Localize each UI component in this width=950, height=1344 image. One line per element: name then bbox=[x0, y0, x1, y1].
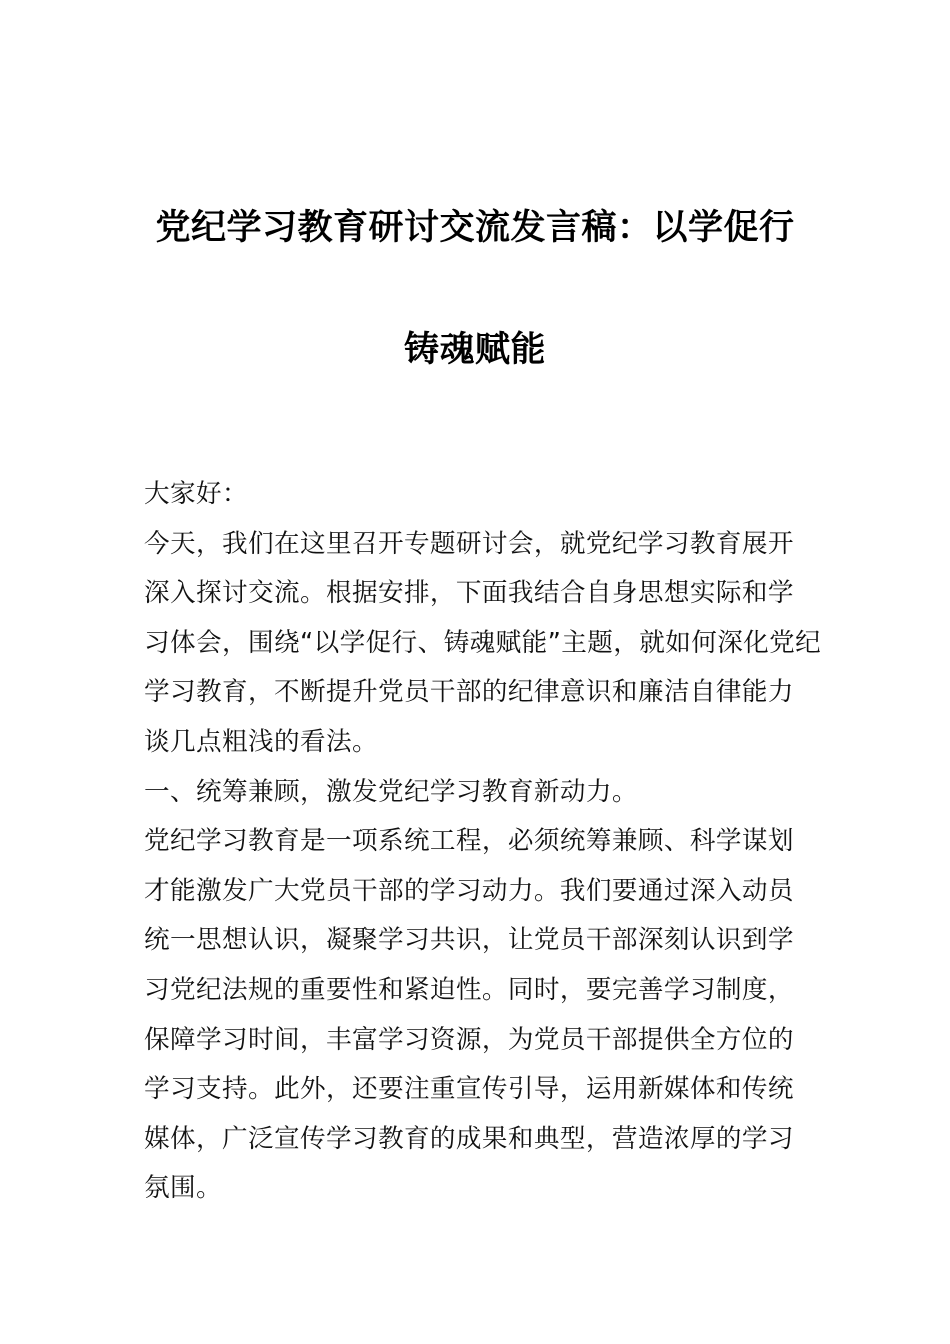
document-title-line-2: 铸魂赋能 bbox=[403, 330, 546, 370]
paragraph-line: 今天，我们在这里召开专题研讨会，就党纪学习教育展开 bbox=[144, 528, 794, 559]
greeting: 大家好： bbox=[144, 479, 248, 509]
paragraph-line: 习党纪法规的重要性和紧迫性。同时，要完善学习制度， bbox=[144, 974, 794, 1005]
section-heading: 一、统筹兼顾，激发党纪学习教育新动力。 bbox=[144, 776, 638, 807]
paragraph-line: 才能激发广大党员干部的学习动力。我们要通过深入动员 bbox=[144, 875, 794, 906]
paragraph-line: 媒体，广泛宣传学习教育的成果和典型，营造浓厚的学习 bbox=[144, 1123, 794, 1154]
paragraph-line: 学习教育，不断提升党员干部的纪律意识和廉洁自律能力 bbox=[144, 677, 794, 708]
paragraph-line: 保障学习时间，丰富学习资源，为党员干部提供全方位的 bbox=[144, 1024, 794, 1055]
paragraph-line: 统一思想认识，凝聚学习共识，让党员干部深刻认识到学 bbox=[144, 925, 794, 956]
document-title-line-1: 党纪学习教育研讨交流发言稿：以学促行 bbox=[155, 208, 795, 248]
paragraph-line: 学习支持。此外，还要注重宣传引导，运用新媒体和传统 bbox=[144, 1074, 794, 1105]
paragraph-line: 氛围。 bbox=[144, 1173, 222, 1204]
paragraph-line: 习体会，围绕“以学促行、铸魂赋能”主题，就如何深化党纪 bbox=[144, 627, 822, 658]
document-body bbox=[144, 470, 824, 1214]
paragraph-line: 深入探讨交流。根据安排，下面我结合自身思想实际和学 bbox=[144, 578, 794, 609]
paragraph-line: 党纪学习教育是一项系统工程，必须统筹兼顾、科学谋划 bbox=[144, 826, 794, 857]
paragraph-line: 谈几点粗浅的看法。 bbox=[144, 726, 378, 757]
